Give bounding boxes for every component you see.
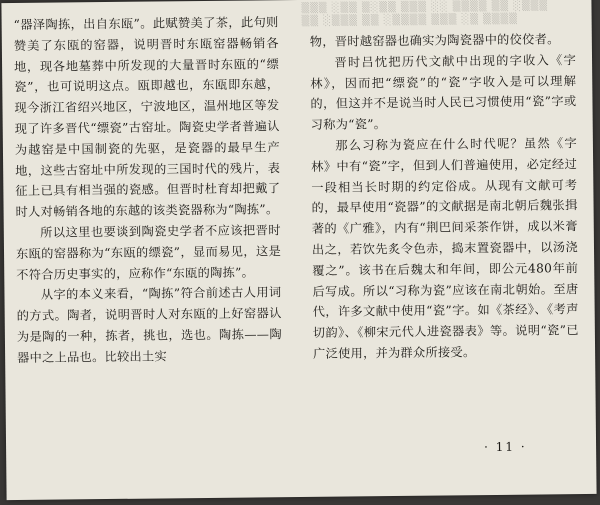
paragraph: 从字的本义来看，“陶拣”符合前述古人用词的方式。陶者，说明晋时人对东瓯的上好窑器认为是陶的一种，拣者，挑也，选也。陶拣——陶器中之上品也。比较出土实	[16, 285, 282, 365]
page-number: · 11 ·	[484, 439, 527, 455]
bleed-through-text: ▒▒▒ ░▒▒ ▒░▒▒ ▒▒▒ ░░ ▒▒▒▒ ▒▒ ░▒▒▒ ▒▒ ░▒▒▒ ▒▒ ░▒▒▒▒ ▒▒▒ ░▒ ▒▒▒▒	[301, 0, 549, 27]
paragraph: 那么习称为瓷应在什么时代呢？虽然《字林》中有“瓷”字，但到人们普遍使用，必定经过一段相当长时期的约定俗成。从现有文献可考的，最早使用“瓷器”的文献据是南北朝后魏张揖著的《广雅》，内有“荆巴间采茶作饼，成以米膏出之，若饮先炙令色赤，捣末置瓷器中，以汤浇覆之”。该书在后魏太和年间，即公元480年前后写成。所以“习称为瓷”应该在南北朝始。至唐代，许多文献中使用“瓷”字。如《茶经》、《考声切韵》、《柳宋元代人进瓷器表》等。说明“瓷”已广泛使用，并为群众所接受。	[311, 136, 579, 361]
paragraph: 晋时吕忱把历代文献中出现的字收入《字林》，因而把“缥瓷”的“瓷”字收入是可以理解的，但这并不是说当时人民已习惯使用“瓷”字或习称为“瓷”。	[310, 52, 577, 133]
book-page	[1, 0, 596, 500]
left-column	[14, 12, 283, 368]
paragraph: 所以这里也要谈到陶瓷史学者不应该把晋时东瓯的窑器称为“东瓯的缥瓷”，显而易见，这是不符合历史事实的，应称作“东瓯的陶拣”。	[15, 223, 282, 282]
paragraph: 物，晋时越窑器也确实为陶瓷器中的佼佼者。	[309, 32, 560, 49]
right-column	[310, 29, 579, 365]
paragraph: “器泽陶拣，出自东瓯”。此赋赞美了茶，此句则赞美了东瓯的窑器，说明晋时东瓯窑器畅销各地，现各地墓葬中所发现的大量晋时东瓯的“缥瓷”，也可说明这点。瓯即越也，东瓯即东越，现今浙江省绍兴地区，宁波地区，温州地区等发现了许多晋代“缥瓷”古窑址。陶瓷史学者普遍认为越窑是中国制瓷的先驱，是瓷器的最早生产地，这些古窑址中所发现的三国时代的残片，表征上已具有相当强的瓷感。但晋时杜育却把戴了时人对畅销各地的东越的该类瓷器称为“陶拣”。	[13, 15, 281, 220]
